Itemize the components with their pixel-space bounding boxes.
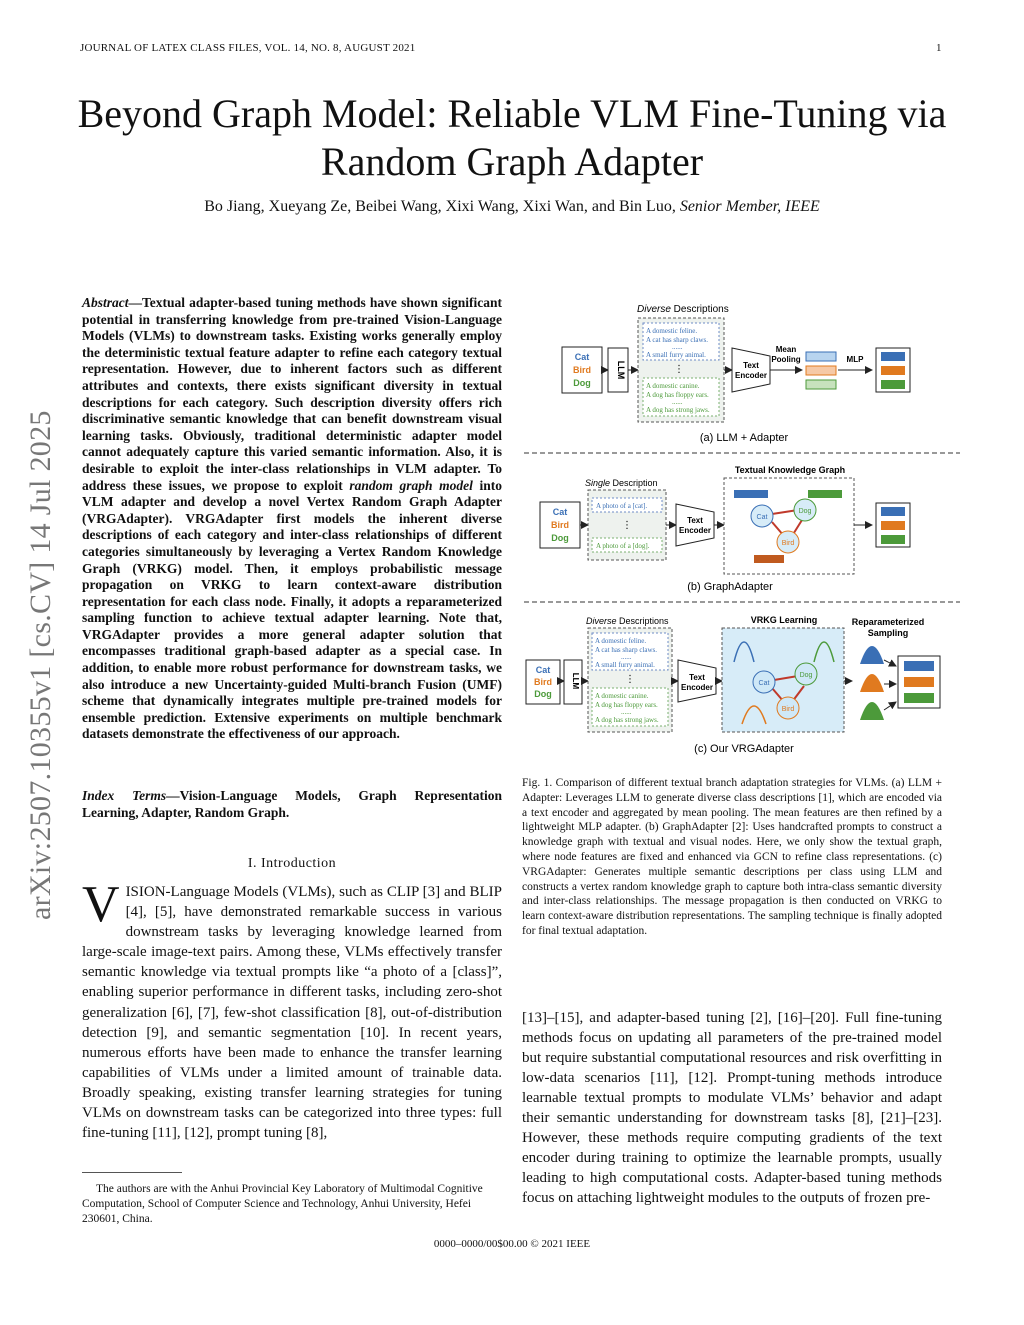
fig-a-canine-3: A dog has strong jaws. xyxy=(646,406,710,414)
svg-text:⋮: ⋮ xyxy=(625,674,635,685)
svg-text:⋮: ⋮ xyxy=(622,520,632,531)
section-heading: I. Introduction xyxy=(247,856,337,871)
svg-text:Bird: Bird xyxy=(534,677,552,687)
fig-b-single-label: Single Description xyxy=(585,478,658,488)
page-number: 1 xyxy=(936,42,942,54)
svg-text:Encoder: Encoder xyxy=(734,371,768,380)
fig-a-feline-2: A cat has sharp claws. xyxy=(646,336,709,344)
svg-text:A small furry animal.: A small furry animal. xyxy=(595,661,655,669)
abstract: Abstract—Textual adapter-based tuning methods have shown significant potential in transferring knowledge from pre-trained Vision-Language Models (VLMs) to downstream tasks. Existing works generally employ the deterministic textual feature adapter to refine each category textual representation. However, due to inherent factors such as different attributes and contexts, there exists significant diversity in textual descriptions for each category. Such description diversity offers rich discriminative semantic knowledge that can benefit downstream visual learning tasks. Obviously, traditional deterministic adapter model cannot adequately capture this varied semantic information. Also, it is desirable to exploit the inter-class relationships in VLM adapter. To address these issues, we propose to exploit random graph model into VLM adapter and develop a novel Vertex Random Graph Adapter (VRGAdapter). VRGAdapter first models the inherent diverse descriptions of each category and inter-class relationships of different categories simultaneously by leveraging a Vertex Random Knowledge Graph (VRKG) model. Then, it employs probabilistic message propagation on VRKG to learn context-aware distribution representation for each class node. Finally, it adopts a reparameterized sampling function to achieve textual adapter learning. Note that, VRGAdapter provides a more general adapter solution that encompasses traditional graph-based adapter as a special case. In addition, to enable more robust performance for downstream tasks, we also introduce a new Uncertainty-guided Multi-branch Fusion (UMF) scheme that dynamically integrates multiple pre-trained models for ensemble prediction. Extensive experiments on multiple benchmark datasets demonstrate the effectiveness of our approach. xyxy=(82,295,502,742)
fig-a-dog: Dog xyxy=(573,378,591,388)
svg-text:Encoder: Encoder xyxy=(678,526,712,535)
fig-c-diverse-label: Diverse Descriptions xyxy=(586,616,669,626)
fig-a-text-encoder xyxy=(732,348,770,392)
copyright-footer: 0000–0000/00$00.00 © 2021 IEEE xyxy=(433,1238,591,1250)
fig-a-canine-1: A domestic canine. xyxy=(646,382,700,390)
svg-text:Text: Text xyxy=(687,516,703,525)
svg-text:Cat: Cat xyxy=(552,507,568,517)
svg-text:A photo of a [dog].: A photo of a [dog]. xyxy=(596,542,650,550)
journal-header: JOURNAL OF LATEX CLASS FILES, VOL. 14, NO. 8, AUGUST 2021 xyxy=(80,42,416,54)
svg-text:A dog has floppy ears.: A dog has floppy ears. xyxy=(595,701,658,709)
svg-text:Pooling: Pooling xyxy=(771,355,801,364)
abstract-lead: Abstract xyxy=(82,295,129,310)
figure-1 xyxy=(522,300,962,760)
right-column-text: [13]–[15], and adapter-based tuning [2], [16]–[20]. Full fine-tuning methods focus on updating all parameters of the pre-trained model but require substantial computational resources and risk overfitting in low-data scenarios [11], [12]. Prompt-tuning methods introduce learnable textual prompts to modulate VLMs’ behavior and adapt their semantic understanding for downstream tasks [8], [21]–[23]. However, these methods require computing gradients of the text encoder during training to optimize the learnable prompts, usually leading to high computational costs. Adapter-based tuning methods focus on attaching lightweight modules to the outputs of frozen pre- xyxy=(522,1010,942,1206)
paper-title: Beyond Graph Model: Reliable VLM Fine-Tuning via Random Graph Adapter xyxy=(77,91,947,184)
fig-c-caption: (c) Our VRGAdapter xyxy=(694,743,794,755)
fig-a-caption: (a) LLM + Adapter xyxy=(699,432,789,444)
svg-text:Dog: Dog xyxy=(799,672,813,679)
fig-b-tkg: Textual Knowledge Graph xyxy=(734,465,846,475)
svg-text:Cat: Cat xyxy=(535,665,551,675)
fig-c-vrkg: VRKG Learning xyxy=(750,615,818,625)
fig-a-feline-3: A small furry animal. xyxy=(646,351,706,359)
footnote: The authors are with the Anhui Provincial Key Laboratory of Multimodal Cognitive Computation, School of Computer Science and Technology, Anhui University, Hefei 230601, China. xyxy=(82,1183,483,1225)
author-list: Bo Jiang, Xueyang Ze, Beibei Wang, Xixi Wang, Xixi Wan, and Bin Luo, Senior Member, IEEE xyxy=(204,198,820,215)
svg-text:Bird: Bird xyxy=(551,520,569,530)
footnote-rule xyxy=(82,1172,182,1173)
drop-cap: V xyxy=(82,876,120,933)
svg-text:Dog: Dog xyxy=(534,689,552,699)
fig-a-bird: Bird xyxy=(573,365,591,375)
svg-text:Dog: Dog xyxy=(551,533,569,543)
fig-a-cat: Cat xyxy=(574,352,590,362)
fig-a-canine-2: A dog has floppy ears. xyxy=(646,391,709,399)
intro-paragraph: VISION-Language Models (VLMs), such as CLIP [3] and BLIP [4], [5], have demonstrated remarkable success in various downstream tasks by leveraging knowledge learned from large-scale image-text pairs. Among these, VLMs effectively transfer semantic knowledge via textual prompts like “a photo of a [class]”, enabling superior performance in different tasks, including zero-shot generalization [6], [7], few-shot classification [8], out-of-distribution detection [9], and semantic segmentation [10]. In recent years, numerous efforts have been made to enhance the transfer learning capabilities of VLMs under a limited amount of trainable data. Broadly speaking, existing transfer learning strategies for tuning VLMs on downstream tasks can be categorized into three types: full fine-tuning [11], [12], prompt tuning [8], xyxy=(82,876,502,1142)
svg-text:Bird: Bird xyxy=(781,540,795,547)
svg-text:......: ...... xyxy=(621,653,632,661)
svg-text:......: ...... xyxy=(621,708,632,716)
svg-text:Sampling: Sampling xyxy=(867,628,909,638)
svg-text:Text: Text xyxy=(743,361,759,370)
figure-caption: Fig. 1. Comparison of different textual branch adaptation strategies for VLMs. (a) LLM + Adapter: Leverages LLM to generate diverse class descriptions [1], which are encoded via a text encoder and aggregated by mean pooling. The mean features are then refined by a lightweight MLP adapter. (b) GraphAdapter [2]: Uses handcrafted prompts to construct a knowledge graph with textual and visual nodes. Here, we only show the textual graph, where node features are fixed and enhanced via GCN to refine class representations. (c) VRGAdapter: Generates multiple semantic descriptions per class using LLM and constructs a vertex random knowledge graph to capture both intra-class semantic diversity and inter-class relationships. The message propagation is then conducted on VRKG to learn context-aware distribution representations. The sampling technique is finally adopted for final textual adaptation. xyxy=(522,777,942,937)
index-terms: Index Terms—Vision-Language Models, Graph Representation Learning, Adapter, Random Graph. xyxy=(82,788,502,820)
fig-a-feline-1: A domestic feline. xyxy=(646,327,698,335)
svg-text:Text: Text xyxy=(689,673,705,682)
svg-text:A dog has strong jaws.: A dog has strong jaws. xyxy=(595,716,659,724)
svg-text:LLM: LLM xyxy=(571,672,580,690)
member-title: Senior Member, IEEE xyxy=(679,198,820,215)
svg-text:A cat has sharp claws.: A cat has sharp claws. xyxy=(595,646,658,654)
svg-text:Encoder: Encoder xyxy=(680,683,714,692)
svg-text:Cat: Cat xyxy=(756,514,768,521)
svg-text:Dog: Dog xyxy=(798,508,812,515)
fig-a-ell-1: ...... xyxy=(672,343,683,351)
fig-a-mean: Mean xyxy=(775,345,797,354)
fig-a-ell-2: ...... xyxy=(672,398,683,406)
fig-c-repar: Reparameterized xyxy=(851,617,925,627)
svg-text:A domestic canine.: A domestic canine. xyxy=(595,692,649,700)
fig-a-mlp: MLP xyxy=(846,355,864,364)
fig-a-diverse-label: Diverse Descriptions xyxy=(637,304,729,315)
fig-a-llm: LLM xyxy=(616,360,626,380)
arxiv-stamp: arXiv:2507.10355v1 [cs.CV] 14 Jul 2025 xyxy=(24,410,57,920)
fig-b-caption: (b) GraphAdapter xyxy=(687,581,773,593)
svg-text:Bird: Bird xyxy=(781,706,795,713)
svg-text:A domestic feline.: A domestic feline. xyxy=(595,637,647,645)
figure-svg xyxy=(522,300,962,760)
svg-text:Cat: Cat xyxy=(758,680,770,687)
fig-a-dots: ⋮ xyxy=(674,364,684,375)
svg-text:A photo of a [cat].: A photo of a [cat]. xyxy=(596,502,648,510)
